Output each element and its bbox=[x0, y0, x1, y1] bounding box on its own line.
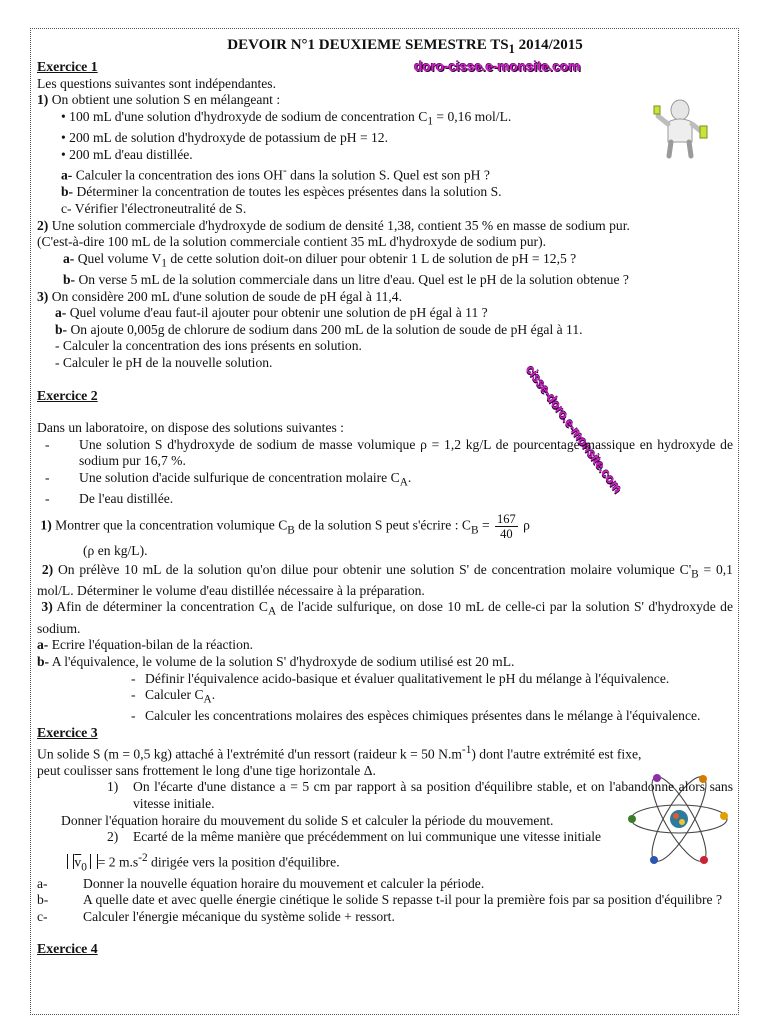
ex1-bullet: • 100 mL d'une solution d'hydroxyde de sodium de concentration $C_1 = 0,16$ mol/L. bbox=[61, 108, 512, 128]
exercise-3-heading: Exercice 3 bbox=[37, 725, 98, 741]
ex2-q1-note: (ρ en kg/L). bbox=[83, 542, 148, 558]
ex3-c: c- Calculer l'énergie mécanique du système solide + ressort. bbox=[37, 908, 395, 924]
ex3-a: a- Donner la nouvelle équation horaire du mouvement et calculer la période. bbox=[37, 875, 485, 891]
ex2-q3: 3) Afin de déterminer la concentration $C_A$ de l'acide sulfurique, on dose 10 mL de celle-ci par la solution S' d'hydroxyde de sodium. bbox=[37, 599, 733, 636]
ex3-intro: Un solide S (m = 0,5 kg) attaché à l'extrémité d'un ressort (raideur k = 50 $N.m^{-1}$) dont l'autre extrémité est fixe, bbox=[37, 743, 642, 762]
exercise-1-heading: Exercice 1 bbox=[37, 59, 98, 74]
ex3-b: b- A quelle date et avec quelle énergie cinétique le solide S repasse t-il pour la première fois par sa position d'équilibre ? bbox=[37, 892, 722, 908]
ex2-intro: Dans un laboratoire, on dispose des solutions suivantes : bbox=[37, 420, 344, 436]
ex1-q1a: a- Calculer la concentration des ions OH- dans la solution S. Quel est son pH ? bbox=[61, 165, 490, 183]
ex1-intro: Les questions suivantes sont indépendantes. bbox=[37, 75, 276, 91]
document-page bbox=[37, 36, 733, 958]
ex1-q3a: a- Quel volume d'eau faut-il ajouter pour obtenir une solution de pH égal à 11 ? bbox=[55, 305, 488, 321]
ex1-q2-note: (C'est-à-dire 100 mL de la solution commerciale contient 35 mL d'hydroxyde de sodium pur). bbox=[37, 234, 546, 250]
ex2-qb: b- A l'équivalence, le volume de la solution S' d'hydroxyde de sodium utilisé est 20 mL. bbox=[37, 653, 515, 669]
ex2-item: - Une solution S d'hydroxyde de sodium de masse volumique ρ = 1,2 kg/L de pourcentage massique en hydroxyde de sodium pur 16,7 %. bbox=[45, 436, 733, 469]
fraction: $\frac{167}{40}$ bbox=[497, 511, 516, 541]
ex2-item: - Une solution d'acide sulfurique de concentration molaire $C_A$. bbox=[45, 470, 412, 489]
ex1-q3d: - Calculer le pH de la nouvelle solution. bbox=[55, 355, 273, 371]
ex1-q2: 2) Une solution commerciale d'hydroxyde de sodium de densité 1,38, contient 35 % en masse de sodium pur. bbox=[37, 217, 630, 233]
ex2-sub-item: - Calculer $C_A$. bbox=[131, 687, 216, 706]
page-title: DEVOIR N°1 DEUXIEME SEMESTRE $TS_1$ 2014/2015 bbox=[227, 37, 583, 56]
ex2-sub-item: - Définir l'équivalence acido-basique et évaluer qualitativement le pH du mélange à l'équivalence. bbox=[131, 670, 670, 686]
ex1-q1b: b- Déterminer la concentration de toutes les espèces présentes dans la solution S. bbox=[61, 184, 502, 200]
ex1-q1: 1) On obtient une solution S en mélangeant : bbox=[37, 92, 281, 108]
ex3-item-1-ask: Donner l'équation horaire du mouvement du solide S et calculer la période du mouvement. bbox=[61, 812, 554, 828]
ex1-q2a: a- Quel volume $V_1$ de cette solution doit-on diluer pour obtenir 1 L de solution de pH = 12,5 ? bbox=[63, 250, 577, 270]
exercise-2-heading: Exercice 2 bbox=[37, 387, 98, 403]
ex1-q2b: b- On verse 5 mL de la solution commerciale dans un litre d'eau. Quel est le pH de la solution obtenue ? bbox=[63, 272, 629, 288]
ex1-q3: 3) On considère 200 mL d'une solution de soude de pH égal à 11,4. bbox=[37, 288, 402, 304]
ex1-q1c: c- Vérifier l'électroneutralité de S. bbox=[61, 201, 247, 216]
watermark-top: doro-cisse.e-monsite.com bbox=[414, 58, 581, 74]
ex3-velocity: $\overline{v}_0 = 2$ $m.s^{-2}$ dirigée vers la position d'équilibre. bbox=[37, 850, 733, 876]
ex3-item-1: 1) On l'écarte d'une distance a = 5 cm par rapport à sa position d'équilibre stable, et on l'abandonne alors sans vitesse initiale. bbox=[107, 779, 733, 811]
ex1-q3b: b- On ajoute 0,005g de chlorure de sodium dans 200 mL de la solution de soude de pH égal à 11. bbox=[55, 321, 583, 337]
ex3-item-2: 2) Ecarté de la même manière que précédemment on lui communique une vitesse initiale bbox=[107, 829, 602, 845]
exercise-4-heading: Exercice 4 bbox=[37, 941, 98, 957]
ex3-intro-2: peut coulisser sans frottement le long d'une tige horizontale Δ. bbox=[37, 762, 376, 778]
ex2-item: - De l'eau distillée. bbox=[45, 491, 174, 507]
ex1-bullet: • 200 mL d'eau distillée. bbox=[61, 146, 193, 162]
ex2-q2: 2) On prélève 10 mL de la solution qu'on dilue pour obtenir une solution S' de concentration molaire volumique $C'_B = 0,1$ mol/L. Déterminer le volume d'eau distillée nécessaire à la préparation. bbox=[37, 561, 733, 598]
ex1-q3c: - Calculer la concentration des ions présents en solution. bbox=[55, 338, 362, 354]
ex1-bullet: • 200 mL de solution d'hydroxyde de potassium de pH = 12. bbox=[61, 130, 389, 146]
watermark-diagonal: cisse-doro.e-monsite.com bbox=[522, 362, 626, 496]
ex2-sub-item: - Calculer les concentrations molaires des espèces chimiques présentes dans le mélange à l'équivalence. bbox=[131, 708, 701, 724]
ex2-qa: a- Ecrire l'équation-bilan de la réaction. bbox=[37, 637, 254, 653]
ex2-q1: 1) Montrer que la concentration volumique $C_B$ de la solution S peut s'écrire : $C_B$ = $\frac{167}{40}$ ρ bbox=[40, 511, 530, 541]
